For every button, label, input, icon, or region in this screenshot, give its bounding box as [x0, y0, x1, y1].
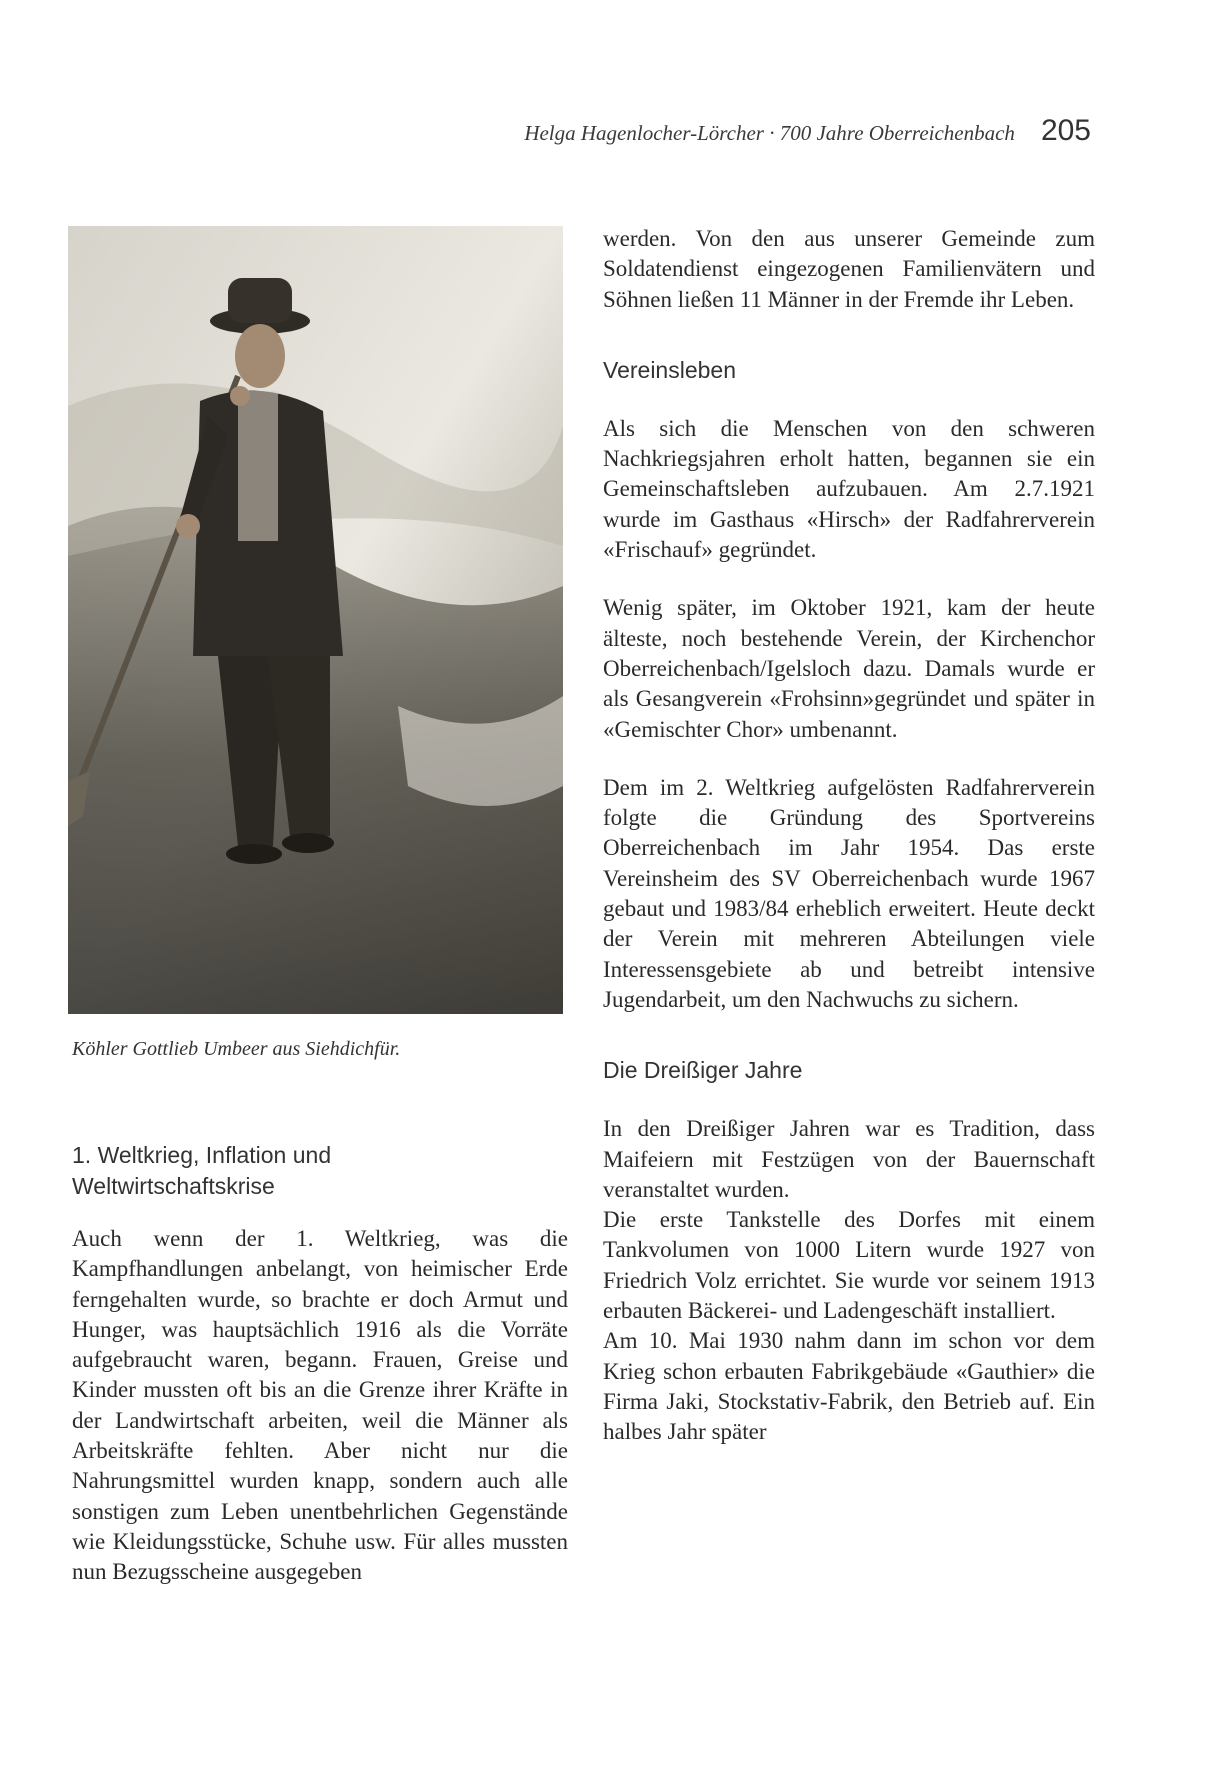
paragraph-weltkrieg: Auch wenn der 1. Weltkrieg, was die Kampfhandlungen anbelangt, von heimischer Erde ferngehalten wurde, so brachte er doch Armut und Hunger, was hauptsächlich 1916 als die Vorräte aufgebraucht waren, begann. Frauen, Greise und Kinder mussten oft bis an die Grenze ihrer Kräfte in der Landwirtschaft arbeiten, weil die Männer als Arbeitskräfte fehlten. Aber nicht nur die Nahrungsmittel wurden knapp, sondern auch alle sonstigen zum Leben unentbehrlichen Gegenstände wie Kleidungsstücke, Schuhe usw. Für alles mussten nun Bezugsscheine ausgegeben	[72, 1226, 568, 1585]
paragraph-vereinsleben-2: Wenig später, im Oktober 1921, kam der heute älteste, noch bestehende Verein, der Kirchenchor Oberreichenbach/Igelsloch dazu. Damals wurde er als Gesangverein «Frohsinn»gegründet und später in «Gemischter Chor» umbenannt.	[603, 595, 1095, 742]
photo-caption: Köhler Gottlieb Umbeer aus Siehdichfür.	[72, 1038, 401, 1060]
paragraph-dreissiger-2: Die erste Tankstelle des Dorfes mit einem Tankvolumen von 1000 Litern wurde 1927 von Friedrich Volz errichtet. Sie wurde vor seinem 1913 erbauten Bäckerei- und Ladengeschäft installiert.	[603, 1207, 1095, 1324]
running-title: Helga Hagenlocher-Lörcher · 700 Jahre Oberreichenbach	[524, 121, 1015, 145]
running-head	[524, 114, 1091, 148]
heading-line-1: 1. Weltkrieg, Inflation und	[72, 1142, 332, 1168]
right-column	[603, 224, 1095, 1448]
photo-illustration	[68, 226, 563, 1014]
paragraph-vereinsleben-1: Als sich die Menschen von den schweren Nachkriegsjahren erholt hatten, begannen sie ein Gemeinschaftsleben aufzubauen. Am 2.7.1921 wurde im Gasthaus «Hirsch» der Radfahrerverein «Frischauf» gegründet.	[603, 415, 1095, 563]
heading-line-2: Weltwirtschaftskrise	[72, 1173, 275, 1199]
historic-photo	[68, 226, 563, 1014]
left-column	[72, 1140, 568, 1588]
paragraph-vereinsleben-3: Dem im 2. Weltkrieg aufgelösten Radfahrerverein folgte die Gründung des Sportvereins Oberreichenbach im Jahr 1954. Das erste Vereinsheim des SV Oberreichenbach wurde 1967 gebaut und 1983/84 erheblich erweitert. Heute deckt der Verein mit mehreren Abteilungen viele Interessensgebiete ab und betreibt intensive Jugendarbeit, um den Nachwuchs zu sichern.	[603, 774, 1095, 1012]
section-heading-dreissiger: Die Dreißiger Jahre	[603, 1057, 803, 1084]
section-heading-vereinsleben: Vereinsleben	[603, 356, 736, 383]
paragraph-dreissiger-3: Am 10. Mai 1930 nahm dann im schon vor dem Krieg schon erbauten Fabrikgebäude «Gauthier» die Firma Jaki, Stockstativ-Fabrik, den Betrieb auf. Ein halbes Jahr später	[603, 1328, 1095, 1445]
section-heading-weltkrieg	[72, 1140, 568, 1202]
paragraph-continuation: werden. Von den aus unserer Gemeinde zum Soldatendienst eingezogenen Familienvätern und Söhnen ließen 11 Männer in der Fremde ihr Leben.	[603, 226, 1095, 312]
paragraph-dreissiger-1: In den Dreißiger Jahren war es Tradition, dass Maifeiern mit Festzügen von der Bauernschaft veranstaltet wurden.	[603, 1116, 1095, 1202]
page-number: 205	[1040, 114, 1091, 147]
